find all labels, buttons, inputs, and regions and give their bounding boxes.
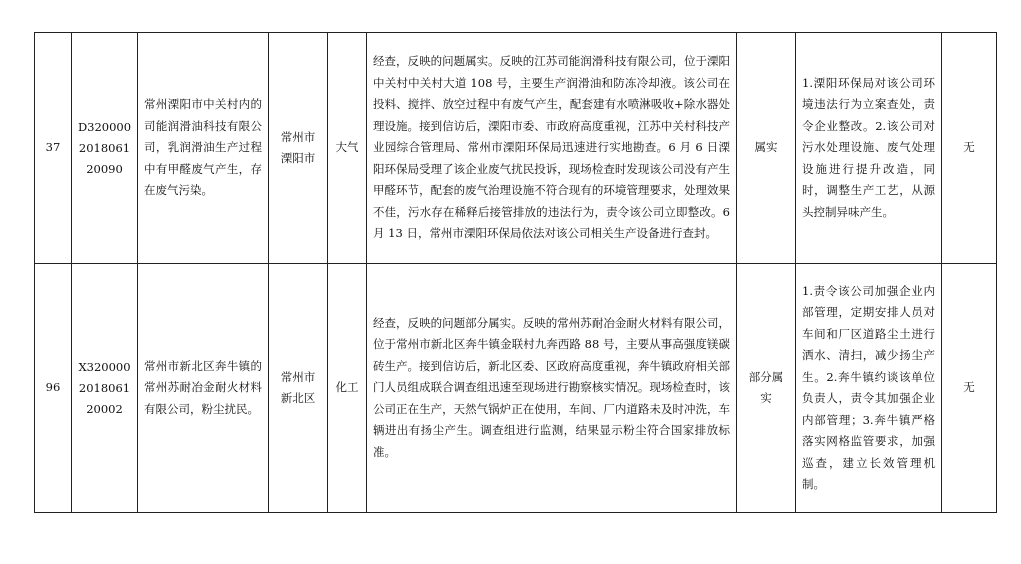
row-number: 96 bbox=[35, 264, 72, 513]
complaint-table bbox=[34, 32, 997, 513]
investigation-finding: 经查，反映的问题属实。反映的江苏司能润滑科技有限公司，位于溧阳中关村中关村大道 108 号，主要生产润滑油和防冻冷却液。该公司在投料、搅拌、放空过程中有废气产生，配套建有水喷淋吸收+除水器处理设施。接到信访后，溧阳市委、市政府高度重视，江苏中关村科技产业园综合管理局、常州市溧阳环保局迅速进行实地勘查。6 月 6 日溧阳环保局受理了该企业废气扰民投诉，现场检查时发现该公司没有产生甲醛环节，配套的废气治理设施不符合现有的环境管理要求，处理效果不佳，污水存在稀释后接管排放的违法行为，责令该公司立即整改。6 月 13 日，常州市溧阳环保局依法对该公司相关生产设备进行查封。 bbox=[367, 33, 737, 264]
row-number: 37 bbox=[35, 33, 72, 264]
investigation-finding: 经查，反映的问题部分属实。反映的常州苏耐冶金耐火材料有限公司，位于常州市新北区奔牛镇金联村九奔西路 88 号，主要从事高强度镁碳砖生产。接到信访后，新北区委、区政府高度重视，奔牛镇政府相关部门人员组成联合调查组迅速至现场进行勘察核实情况。现场检查时，该公司正在生产，天然气锅炉正在使用，车间、厂内道路未及时冲洗，车辆进出有扬尘产生。调查组进行监测，结果显示粉尘符合国家排放标准。 bbox=[367, 264, 737, 513]
measures: 1.溧阳环保局对该公司环境违法行为立案查处，责令企业整改。2.该公司对污水处理设施、废气处理设施进行提升改造，同时，调整生产工艺，从源头控制异味产生。 bbox=[796, 33, 942, 264]
table-row bbox=[35, 264, 997, 513]
table-row bbox=[35, 33, 997, 264]
complaint-object: 常州溧阳市中关村内的司能润滑油科技有限公司，乳润滑油生产过程中有甲醛废气产生，存在废气污染。 bbox=[138, 33, 269, 264]
verdict: 部分属实 bbox=[737, 264, 796, 513]
measures: 1.责令该公司加强企业内部管理，定期安排人员对车间和厂区道路尘土进行洒水、清扫，减少扬尘产生。2.奔牛镇约谈该单位负责人，责令其加强企业内部管理；3.奔牛镇严格落实网格监管要求，加强巡查，建立长效管理机制。 bbox=[796, 264, 942, 513]
remark: 无 bbox=[942, 264, 997, 513]
case-code: X320000 2018061 20002 bbox=[72, 264, 138, 513]
region: 常州市溧阳市 bbox=[269, 33, 328, 264]
complaint-object: 常州市新北区奔牛镇的常州苏耐冶金耐火材料有限公司，粉尘扰民。 bbox=[138, 264, 269, 513]
case-code: D320000 2018061 20090 bbox=[72, 33, 138, 264]
pollution-type: 化工 bbox=[328, 264, 367, 513]
pollution-type: 大气 bbox=[328, 33, 367, 264]
verdict: 属实 bbox=[737, 33, 796, 264]
region: 常州市新北区 bbox=[269, 264, 328, 513]
remark: 无 bbox=[942, 33, 997, 264]
